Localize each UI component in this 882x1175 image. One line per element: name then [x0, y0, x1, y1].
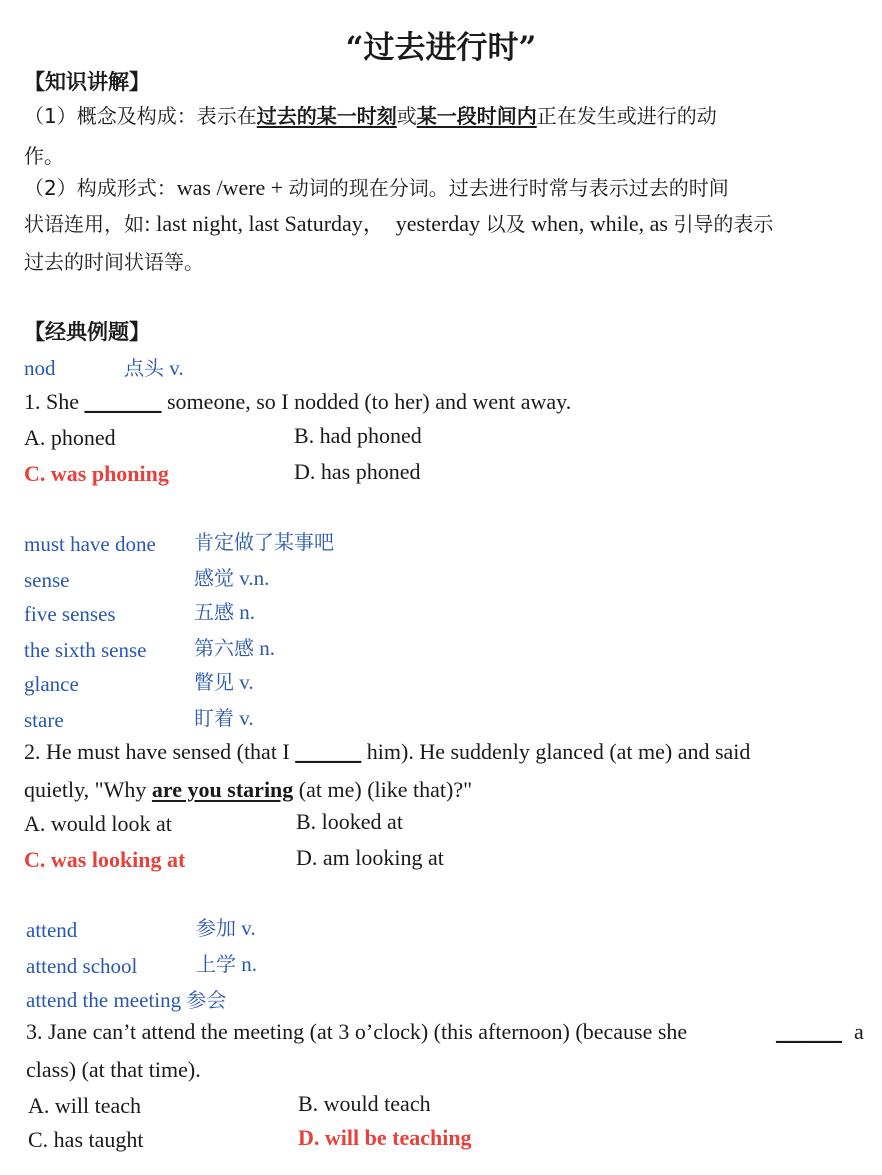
vocab-pos: v.n. [239, 566, 270, 590]
vocab-item [194, 668, 254, 696]
question-2-stem-cont [24, 776, 472, 804]
vocab-item [194, 704, 254, 732]
vocab-cn: 盯着 [194, 706, 234, 730]
vocab-item [26, 986, 226, 1014]
concept-underline-1: 过去的某一时刻 [256, 104, 397, 128]
vocab-item [194, 564, 269, 592]
concept-line-1 [24, 102, 717, 130]
vocab-en: nod [24, 356, 56, 380]
vocab-item [26, 952, 137, 980]
vocab-pos: n. [241, 952, 257, 976]
form-en-1: was /were + [176, 175, 284, 200]
form-en-2: last night, last Saturday， [156, 211, 385, 236]
form-cn-5: 引导的表示 [673, 212, 774, 236]
vocab-en: the sixth sense [24, 638, 147, 662]
vocab-item [194, 528, 334, 556]
vocab-pos: n. [259, 636, 275, 660]
q1-option-c-answer: C. was phoning [24, 461, 169, 486]
form-line-1 [24, 174, 729, 202]
question-1-stem [24, 388, 571, 416]
vocab-cn: 肯定做了某事吧 [194, 530, 334, 554]
vocab-item [124, 354, 184, 382]
question-2-stem [24, 738, 750, 766]
vocab-item [24, 706, 64, 734]
vocab-item [26, 916, 77, 944]
question-3-stem [26, 1018, 687, 1046]
q3-stem-part: 3. Jane can’t attend the meeting (at 3 o’clock) (this afternoon) (because she [26, 1019, 688, 1044]
q3-blank: ______ [776, 1019, 842, 1044]
vocab-item [24, 530, 156, 558]
vocab-pos: n. [239, 600, 255, 624]
vocab-en: must have done [24, 532, 156, 556]
q2-underline: are you staring [151, 777, 294, 802]
q2-stem-part: him). He suddenly glanced (at me) and said [366, 739, 751, 764]
concept-prefix: （1）概念及构成：表示在 [24, 104, 257, 128]
question-3-stem-end [854, 1018, 864, 1046]
vocab-item [24, 636, 146, 664]
q2-option-b: B. looked at [296, 809, 403, 834]
vocab-cn: 感觉 [194, 566, 234, 590]
q1-option-b: B. had phoned [294, 423, 422, 448]
vocab-en: attend [26, 918, 78, 942]
form-en-3: yesterday [395, 211, 481, 236]
form-en-4: when, while, as [531, 211, 668, 236]
vocab-item [196, 914, 256, 942]
vocab-en: five senses [24, 602, 116, 626]
q1-stem-part: someone, so I nodded (to her) and went away. [167, 389, 572, 414]
concept-line-2: 作。 [24, 144, 64, 168]
vocab-item [24, 566, 70, 594]
vocab-cn: 参加 [196, 916, 236, 940]
form-line-3: 过去的时间状语等。 [24, 250, 204, 274]
examples-heading: 【经典例题】 [24, 320, 150, 344]
vocab-item [194, 598, 255, 626]
q2-option-c-answer: C. was looking at [24, 847, 186, 872]
vocab-en: glance [24, 672, 79, 696]
vocab-item [196, 950, 257, 978]
form-cn-1: （2）构成形式： [24, 176, 177, 200]
form-cn-4: 以及 [485, 212, 526, 236]
vocab-item [24, 600, 116, 628]
form-cn-2: 动词的现在分词。过去进行时常与表示过去的时间 [288, 176, 729, 200]
q3-option-c: C. has taught [28, 1127, 144, 1152]
question-3-stem-cont: class) (at that time). [26, 1057, 201, 1082]
question-3-blank-wrap [776, 1018, 842, 1046]
q3-option-a: A. will teach [28, 1093, 142, 1118]
q1-stem-part: 1. She [24, 389, 79, 414]
q1-blank: _______ [84, 389, 162, 414]
vocab-en: attend school [26, 954, 138, 978]
page-title: “过去进行时” [345, 30, 537, 66]
q3-option-d-answer: D. will be teaching [298, 1125, 472, 1150]
vocab-cn: 点头 [124, 356, 164, 380]
concept-underline-2: 某一段时间内 [416, 104, 537, 128]
form-line-2 [24, 210, 773, 238]
q3-stem-part: a [854, 1019, 864, 1044]
q2-option-a: A. would look at [24, 811, 172, 836]
vocab-pos: v. [239, 706, 254, 730]
vocab-en: stare [24, 708, 64, 732]
q3-option-b: B. would teach [298, 1091, 431, 1116]
vocab-item [24, 670, 79, 698]
vocab-item [194, 634, 275, 662]
q1-option-a: A. phoned [24, 425, 116, 450]
form-cn-3: 状语连用，如: [24, 212, 151, 236]
q1-option-d: D. has phoned [294, 459, 421, 484]
q2-option-d: D. am looking at [296, 845, 444, 870]
vocab-pos: v. [239, 670, 254, 694]
q2-blank: ______ [295, 739, 362, 764]
q2-stem-part: 2. He must have sensed (that I [24, 739, 290, 764]
concept-mid: 或 [396, 104, 417, 128]
vocab-cn: 上学 [196, 952, 236, 976]
vocab-cn: 参会 [186, 988, 227, 1012]
vocab-pos: v. [169, 356, 184, 380]
vocab-en: attend the meeting [26, 988, 182, 1012]
vocab-pos: v. [241, 916, 256, 940]
q2-stem-part: (at me) (like that)?" [298, 777, 473, 802]
concept-suffix: 正在发生或进行的动 [536, 104, 717, 128]
vocab-cn: 瞥见 [194, 670, 234, 694]
vocab-cn: 五感 [194, 600, 234, 624]
vocab-cn: 第六感 [194, 636, 254, 660]
q2-stem-part: quietly, "Why [24, 777, 147, 802]
knowledge-heading: 【知识讲解】 [24, 70, 150, 94]
vocab-item [24, 354, 56, 382]
vocab-en: sense [24, 568, 70, 592]
